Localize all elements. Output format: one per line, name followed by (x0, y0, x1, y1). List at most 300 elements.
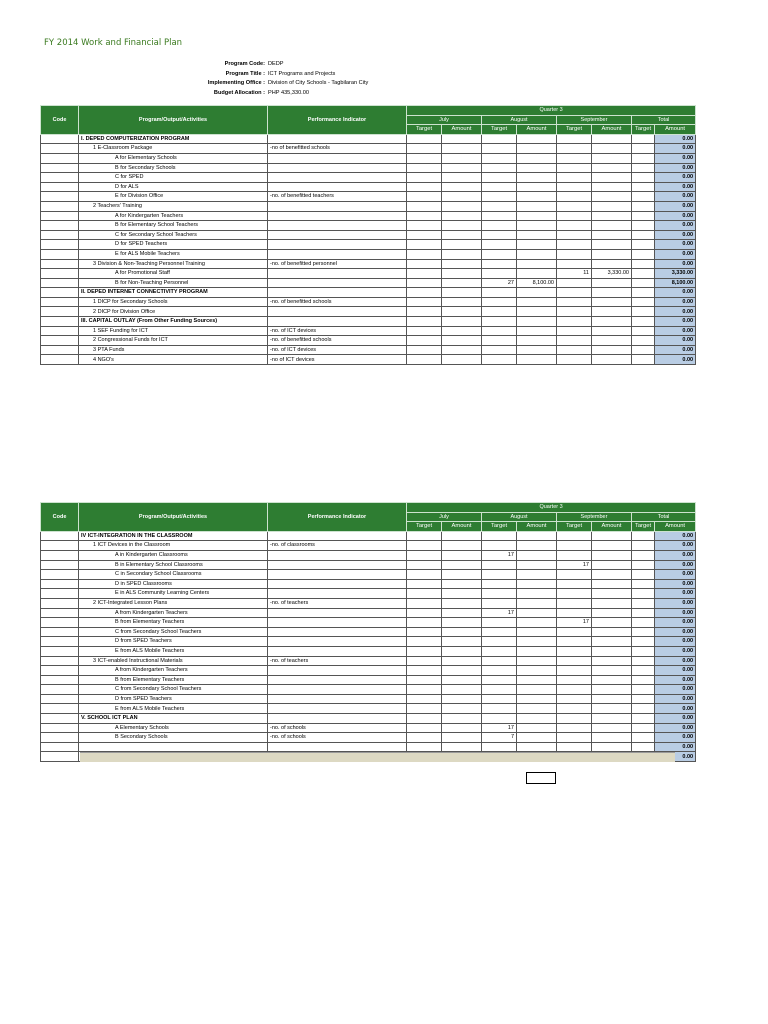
total-amount-cell: 0.00 (655, 153, 696, 163)
indicator-cell (268, 627, 407, 637)
table-row (41, 240, 696, 250)
july-amount-cell (442, 618, 482, 628)
table-row (41, 288, 696, 298)
total-amount-cell: 0.00 (655, 144, 696, 154)
code-cell (41, 531, 79, 541)
july-target-cell (407, 259, 442, 269)
total-amount-cell: 0.00 (655, 317, 696, 327)
table-row (41, 608, 696, 618)
july-amount-cell (442, 173, 482, 183)
september-target-cell (557, 317, 592, 327)
code-cell (41, 618, 79, 628)
september-amount-cell (592, 153, 632, 163)
september-amount-cell (592, 656, 632, 666)
code-cell (41, 646, 79, 656)
august-amount-cell (517, 326, 557, 336)
august-target-cell (482, 742, 517, 752)
program-info (140, 60, 368, 98)
header-quarter: Quarter 3 (407, 106, 696, 116)
september-amount-cell (592, 288, 632, 298)
activity-cell: C from Secondary School Teachers (79, 627, 268, 637)
code-cell (41, 656, 79, 666)
september-target-cell: 17 (557, 618, 592, 628)
august-target-cell (482, 163, 517, 173)
july-amount-cell (442, 134, 482, 144)
code-cell (41, 685, 79, 695)
july-target-cell (407, 307, 442, 317)
august-target-cell (482, 637, 517, 647)
indicator-cell: -no. of classrooms (268, 541, 407, 551)
august-amount-cell (517, 733, 557, 743)
code-cell (41, 694, 79, 704)
code-cell (41, 637, 79, 647)
july-amount-cell (442, 345, 482, 355)
august-target-cell (482, 288, 517, 298)
table-row (41, 656, 696, 666)
code-cell (41, 675, 79, 685)
september-amount-cell (592, 317, 632, 327)
activity-cell: 3 ICT-enabled Instructional Materials (79, 656, 268, 666)
total-amount-cell: 0.00 (655, 249, 696, 259)
july-amount-cell (442, 307, 482, 317)
august-amount-cell (517, 355, 557, 365)
july-target-cell (407, 336, 442, 346)
indicator-cell (268, 704, 407, 714)
july-target-cell (407, 598, 442, 608)
july-amount-cell (442, 723, 482, 733)
indicator-cell (268, 637, 407, 647)
code-cell (41, 163, 79, 173)
indicator-cell: -no. of schools (268, 723, 407, 733)
total-amount-cell: 0.00 (655, 752, 696, 762)
august-target-cell (482, 618, 517, 628)
september-amount-cell (592, 201, 632, 211)
table-row (41, 694, 696, 704)
indicator-cell (268, 742, 407, 752)
header-amount: Amount (442, 522, 482, 532)
indicator-cell (268, 317, 407, 327)
july-target-cell (407, 646, 442, 656)
august-target-cell (482, 259, 517, 269)
table-row (41, 666, 696, 676)
september-amount-cell (592, 608, 632, 618)
info-value: DEDP (268, 61, 284, 67)
august-amount-cell (517, 675, 557, 685)
august-target-cell (482, 249, 517, 259)
september-amount-cell (592, 163, 632, 173)
september-target-cell (557, 326, 592, 336)
indicator-cell: -no. of ICT devices (268, 326, 407, 336)
september-amount-cell (592, 579, 632, 589)
september-amount-cell (592, 598, 632, 608)
total-target-cell (632, 182, 655, 192)
total-amount-cell: 0.00 (655, 259, 696, 269)
september-amount-cell (592, 192, 632, 202)
header-amount: Amount (517, 125, 557, 135)
september-amount-cell (592, 704, 632, 714)
wfp-table-1 (40, 105, 696, 365)
activity-cell: C from Secondary School Teachers (79, 685, 268, 695)
august-target-cell (482, 704, 517, 714)
activity-cell: D in SPED Classrooms (79, 579, 268, 589)
total-target-cell (632, 163, 655, 173)
activity-cell: D for ALS (79, 182, 268, 192)
total-amount-cell: 0.00 (655, 230, 696, 240)
total-target-cell (632, 221, 655, 231)
activity-cell: 2 DICP for Division Office (79, 307, 268, 317)
august-amount-cell: 8,100.00 (517, 278, 557, 288)
august-target-cell (482, 269, 517, 279)
header-target: Target (557, 522, 592, 532)
august-target-cell (482, 326, 517, 336)
table-row (41, 326, 696, 336)
activity-cell: D for SPED Teachers (79, 240, 268, 250)
september-target-cell (557, 297, 592, 307)
code-cell (41, 723, 79, 733)
september-amount-cell (592, 326, 632, 336)
info-label: Implementing Office : (207, 80, 265, 87)
july-target-cell (407, 714, 442, 724)
code-cell (41, 173, 79, 183)
table-row (41, 627, 696, 637)
july-target-cell (407, 570, 442, 580)
september-target-cell (557, 666, 592, 676)
total-target-cell (632, 675, 655, 685)
total-amount-cell: 0.00 (655, 345, 696, 355)
august-amount-cell (517, 531, 557, 541)
footer-band (80, 752, 675, 762)
august-amount-cell (517, 646, 557, 656)
code-cell (41, 627, 79, 637)
july-target-cell (407, 211, 442, 221)
august-target-cell (482, 336, 517, 346)
header-target: Target (482, 522, 517, 532)
code-cell (41, 589, 79, 599)
total-target-cell (632, 589, 655, 599)
code-cell (41, 288, 79, 298)
july-target-cell (407, 153, 442, 163)
indicator-cell: -no of benefitted schools (268, 144, 407, 154)
table-row (41, 531, 696, 541)
september-target-cell (557, 723, 592, 733)
indicator-cell (268, 570, 407, 580)
july-target-cell (407, 579, 442, 589)
total-target-cell (632, 192, 655, 202)
code-cell (41, 269, 79, 279)
august-amount-cell (517, 307, 557, 317)
total-amount-cell: 8,100.00 (655, 278, 696, 288)
total-target-cell (632, 723, 655, 733)
info-value: Division of City Schools - Tagbilaran City (268, 80, 369, 87)
september-target-cell (557, 656, 592, 666)
september-target-cell (557, 336, 592, 346)
total-amount-cell: 0.00 (655, 694, 696, 704)
july-target-cell (407, 637, 442, 647)
july-target-cell (407, 656, 442, 666)
code-cell (41, 317, 79, 327)
july-target-cell (407, 627, 442, 637)
activity-cell: B for Non-Teaching Personnel (79, 278, 268, 288)
activity-cell: E for Division Office (79, 192, 268, 202)
total-amount-cell: 0.00 (655, 163, 696, 173)
august-target-cell: 17 (482, 608, 517, 618)
header-program: Program/Output/Activities (79, 503, 268, 532)
july-target-cell (407, 201, 442, 211)
september-amount-cell (592, 240, 632, 250)
total-target-cell (632, 269, 655, 279)
total-amount-cell: 0.00 (655, 714, 696, 724)
table-row (41, 134, 696, 144)
july-target-cell (407, 704, 442, 714)
july-amount-cell (442, 201, 482, 211)
september-amount-cell (592, 560, 632, 570)
august-target-cell (482, 579, 517, 589)
total-amount-cell: 0.00 (655, 307, 696, 317)
activity-cell: E from ALS Mobile Teachers (79, 646, 268, 656)
table-1-body (41, 134, 696, 364)
total-amount-cell: 0.00 (655, 637, 696, 647)
total-amount-cell: 0.00 (655, 336, 696, 346)
august-target-cell (482, 541, 517, 551)
activity-cell: I. DEPED COMPUTERIZATION PROGRAM (79, 134, 268, 144)
july-target-cell (407, 694, 442, 704)
table-row (41, 560, 696, 570)
august-amount-cell (517, 550, 557, 560)
total-amount-cell: 0.00 (655, 560, 696, 570)
september-target-cell (557, 589, 592, 599)
table-row (41, 541, 696, 551)
july-target-cell (407, 541, 442, 551)
july-target-cell (407, 173, 442, 183)
september-target-cell (557, 230, 592, 240)
september-amount-cell (592, 694, 632, 704)
july-amount-cell (442, 541, 482, 551)
september-target-cell (557, 278, 592, 288)
total-target-cell (632, 704, 655, 714)
indicator-cell: -no. of schools (268, 733, 407, 743)
total-amount-cell: 0.00 (655, 598, 696, 608)
indicator-cell (268, 240, 407, 250)
total-amount-cell: 0.00 (655, 173, 696, 183)
total-amount-cell: 0.00 (655, 627, 696, 637)
july-amount-cell (442, 144, 482, 154)
total-target-cell (632, 531, 655, 541)
total-amount-cell: 0.00 (655, 192, 696, 202)
total-target-cell (632, 646, 655, 656)
august-amount-cell (517, 598, 557, 608)
august-target-cell (482, 317, 517, 327)
total-amount-cell: 0.00 (655, 288, 696, 298)
activity-cell: A Elementary Schools (79, 723, 268, 733)
total-amount-cell: 0.00 (655, 134, 696, 144)
table-row (41, 723, 696, 733)
july-amount-cell (442, 192, 482, 202)
header-month: July (407, 115, 482, 125)
july-target-cell (407, 560, 442, 570)
july-target-cell (407, 192, 442, 202)
august-target-cell (482, 589, 517, 599)
july-amount-cell (442, 278, 482, 288)
code-cell (41, 666, 79, 676)
september-amount-cell (592, 733, 632, 743)
july-target-cell (407, 355, 442, 365)
september-target-cell (557, 570, 592, 580)
total-target-cell (632, 733, 655, 743)
september-amount-cell (592, 637, 632, 647)
total-amount-cell: 0.00 (655, 579, 696, 589)
august-target-cell (482, 656, 517, 666)
indicator-cell (268, 163, 407, 173)
activity-cell: IV ICT-INTEGRATION IN THE CLASSROOM (79, 531, 268, 541)
september-target-cell (557, 608, 592, 618)
indicator-cell: -no. of benefitted personnel (268, 259, 407, 269)
code-cell (41, 579, 79, 589)
code-cell (41, 550, 79, 560)
total-target-cell (632, 173, 655, 183)
indicator-cell (268, 182, 407, 192)
table-row (41, 307, 696, 317)
indicator-cell (268, 608, 407, 618)
total-target-cell (632, 656, 655, 666)
header-month: Total (632, 512, 696, 522)
activity-cell: B from Elementary Teachers (79, 675, 268, 685)
total-amount-cell: 0.00 (655, 355, 696, 365)
total-amount-cell: 3,330.00 (655, 269, 696, 279)
september-target-cell (557, 221, 592, 231)
table-row (41, 182, 696, 192)
july-target-cell (407, 326, 442, 336)
july-amount-cell (442, 230, 482, 240)
july-amount-cell (442, 646, 482, 656)
activity-cell: 2 Teachers' Training (79, 201, 268, 211)
july-amount-cell (442, 288, 482, 298)
total-amount-cell: 0.00 (655, 240, 696, 250)
activity-cell (79, 742, 268, 752)
july-amount-cell (442, 355, 482, 365)
september-amount-cell (592, 259, 632, 269)
header-month: August (482, 115, 557, 125)
table-2-body (41, 531, 696, 761)
august-target-cell (482, 714, 517, 724)
code-cell (41, 326, 79, 336)
table-row (41, 618, 696, 628)
indicator-cell: -no of ICT devices (268, 355, 407, 365)
header-amount: Amount (655, 522, 696, 532)
august-amount-cell (517, 541, 557, 551)
total-amount-cell: 0.00 (655, 326, 696, 336)
total-target-cell (632, 201, 655, 211)
august-amount-cell (517, 618, 557, 628)
july-amount-cell (442, 666, 482, 676)
total-target-cell (632, 259, 655, 269)
august-target-cell (482, 192, 517, 202)
september-amount-cell (592, 182, 632, 192)
implementing-office-row (140, 79, 368, 89)
table-row (41, 192, 696, 202)
indicator-cell (268, 249, 407, 259)
table-row (41, 163, 696, 173)
september-amount-cell (592, 666, 632, 676)
code-cell (41, 278, 79, 288)
august-amount-cell (517, 134, 557, 144)
august-amount-cell (517, 666, 557, 676)
september-amount-cell (592, 221, 632, 231)
september-target-cell: 17 (557, 560, 592, 570)
table-row (41, 201, 696, 211)
table-row (41, 336, 696, 346)
indicator-cell: -no. of benefitted schools (268, 297, 407, 307)
indicator-cell (268, 714, 407, 724)
code-cell (41, 144, 79, 154)
september-target-cell (557, 355, 592, 365)
activity-cell: 1 E-Classroom Package (79, 144, 268, 154)
table-row (41, 230, 696, 240)
code-cell (41, 307, 79, 317)
activity-cell: B from Elementary Teachers (79, 618, 268, 628)
table-row (41, 297, 696, 307)
activity-cell: 1 SEF Funding for ICT (79, 326, 268, 336)
table-row (41, 144, 696, 154)
september-amount-cell (592, 541, 632, 551)
july-amount-cell (442, 608, 482, 618)
august-amount-cell (517, 704, 557, 714)
total-target-cell (632, 307, 655, 317)
info-label: Program Code: (224, 61, 265, 67)
code-cell (41, 752, 79, 762)
august-target-cell (482, 345, 517, 355)
september-target-cell (557, 579, 592, 589)
september-target-cell (557, 173, 592, 183)
activity-cell: C in Secondary School Classrooms (79, 570, 268, 580)
august-amount-cell (517, 723, 557, 733)
activity-cell: C for SPED (79, 173, 268, 183)
total-target-cell (632, 618, 655, 628)
august-amount-cell (517, 714, 557, 724)
total-target-cell (632, 550, 655, 560)
july-target-cell (407, 550, 442, 560)
activity-cell: B Secondary Schools (79, 733, 268, 743)
total-target-cell (632, 570, 655, 580)
activity-cell: A for Elementary Schools (79, 153, 268, 163)
august-amount-cell (517, 608, 557, 618)
september-target-cell (557, 134, 592, 144)
august-amount-cell (517, 144, 557, 154)
activity-cell: 1 DICP for Secondary Schools (79, 297, 268, 307)
code-cell (41, 230, 79, 240)
september-target-cell (557, 637, 592, 647)
header-amount: Amount (517, 522, 557, 532)
august-target-cell (482, 173, 517, 183)
table-row (41, 646, 696, 656)
september-target-cell (557, 288, 592, 298)
total-target-cell (632, 560, 655, 570)
august-target-cell (482, 627, 517, 637)
total-amount-cell: 0.00 (655, 685, 696, 695)
august-amount-cell (517, 182, 557, 192)
july-amount-cell (442, 656, 482, 666)
total-target-cell (632, 598, 655, 608)
august-target-cell (482, 240, 517, 250)
total-amount-cell: 0.00 (655, 742, 696, 752)
august-target-cell (482, 685, 517, 695)
august-target-cell (482, 355, 517, 365)
july-target-cell (407, 608, 442, 618)
august-target-cell: 7 (482, 733, 517, 743)
header-quarter: Quarter 3 (407, 503, 696, 513)
july-target-cell (407, 240, 442, 250)
july-amount-cell (442, 249, 482, 259)
activity-cell: III. CAPITAL OUTLAY (From Other Funding Sources) (79, 317, 268, 327)
